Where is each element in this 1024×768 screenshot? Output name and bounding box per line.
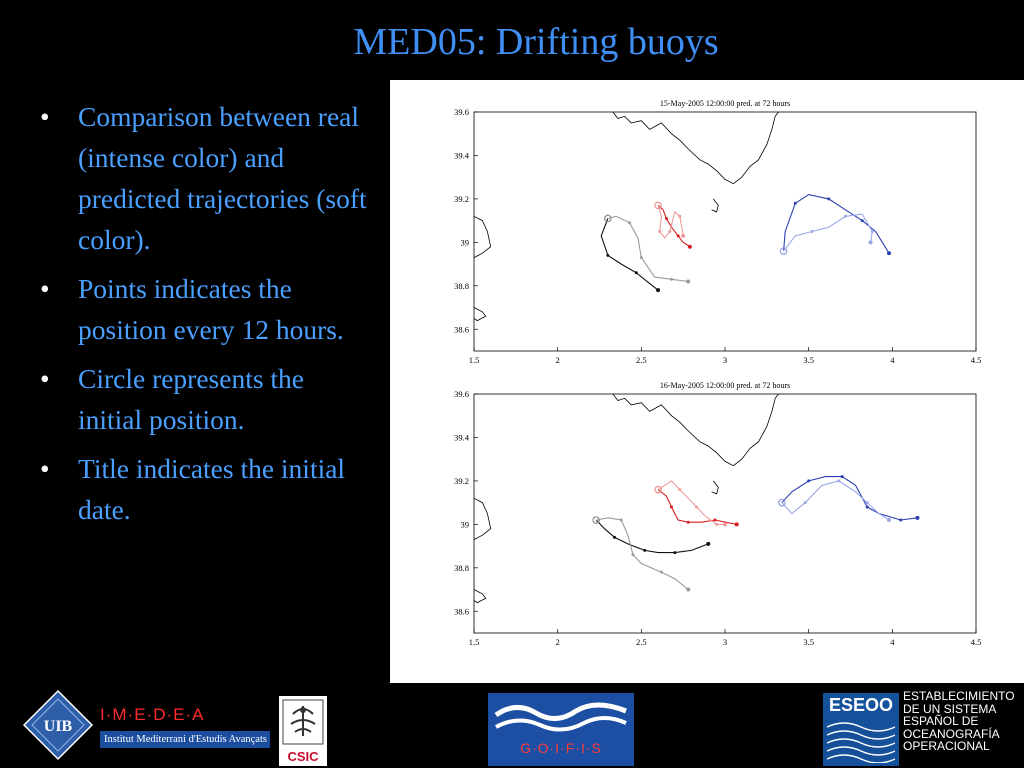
x-tick-label: 4.5 bbox=[970, 637, 982, 647]
eseoo-line: ESPAÑOL DE bbox=[903, 714, 979, 728]
x-tick-label: 1.5 bbox=[468, 637, 480, 647]
trajectory-point bbox=[668, 230, 671, 233]
csic-text: CSIC bbox=[287, 749, 319, 764]
x-tick-label: 4.5 bbox=[970, 355, 982, 365]
trajectory-point bbox=[643, 549, 646, 552]
trajectory-point bbox=[613, 536, 616, 539]
trajectory-point bbox=[827, 197, 830, 200]
trajectory-point bbox=[665, 217, 668, 220]
plot-title: 15-May-2005 12:00:00 pred. at 72 hours bbox=[659, 99, 791, 108]
bullet-item bbox=[40, 96, 375, 260]
eseoo-wave-icon bbox=[827, 719, 895, 763]
bullet-text: Comparison between real (intense color) and predicted trajectories (soft color). bbox=[78, 101, 367, 255]
y-tick-label: 39.2 bbox=[454, 193, 469, 204]
trajectory-point bbox=[899, 519, 902, 522]
trajectory-point bbox=[673, 551, 676, 554]
trajectory-point bbox=[678, 215, 681, 218]
trajectory-point bbox=[735, 522, 739, 526]
eseoo-line: OCEANOGRAFÍA bbox=[903, 726, 1000, 741]
trajectory-point bbox=[794, 202, 797, 205]
trajectory-point bbox=[686, 588, 690, 592]
imedea-subtitle: Institut Mediterrani d'Estudis Avançats bbox=[100, 731, 270, 748]
trajectory-point bbox=[706, 542, 710, 546]
trajectory-point bbox=[807, 479, 810, 482]
trajectory-point bbox=[866, 501, 869, 504]
goifis-logo bbox=[488, 693, 634, 766]
chart-panel bbox=[390, 80, 1024, 683]
x-tick-label: 2.5 bbox=[636, 637, 647, 647]
trajectory-point bbox=[658, 230, 661, 233]
csic-emblem-icon bbox=[279, 696, 327, 748]
trajectory-point bbox=[681, 234, 685, 238]
trajectory-point bbox=[678, 488, 681, 491]
imedea-letters: I·M·E·D·E·A bbox=[100, 705, 205, 724]
eseoo-line: DE UN SISTEMA bbox=[903, 701, 997, 716]
y-tick-label: 39.4 bbox=[454, 150, 469, 161]
uib-logo-icon bbox=[22, 689, 94, 761]
bullet-dot: • bbox=[40, 101, 50, 132]
bullet-dot: • bbox=[40, 453, 50, 484]
trajectory-point bbox=[660, 571, 663, 574]
trajectory-point bbox=[688, 245, 692, 249]
trajectory-point bbox=[841, 475, 844, 478]
trajectory-point bbox=[869, 240, 873, 244]
plot-frame bbox=[474, 112, 976, 351]
trajectory-point bbox=[670, 505, 673, 508]
x-tick-label: 3 bbox=[722, 355, 728, 365]
trajectory-point bbox=[915, 516, 919, 520]
bullet-list bbox=[40, 96, 375, 538]
y-tick-label: 39.6 bbox=[454, 107, 469, 117]
bullet-text: Title indicates the initial date. bbox=[78, 453, 346, 525]
trajectory-point bbox=[677, 234, 680, 237]
trajectory-point bbox=[640, 256, 643, 259]
trajectory-point bbox=[804, 501, 807, 504]
bullet-item bbox=[40, 358, 375, 440]
y-tick-label: 39 bbox=[460, 519, 469, 530]
bullet-item bbox=[40, 448, 375, 530]
slide-title: MED05: Drifting buoys bbox=[353, 21, 719, 63]
trajectory-point bbox=[606, 254, 609, 257]
eseoo-name: ESEOO bbox=[828, 695, 894, 715]
eseoo-badge bbox=[823, 693, 899, 766]
y-tick-label: 39.4 bbox=[454, 432, 469, 443]
trajectory-point bbox=[861, 219, 864, 222]
trajectory-point bbox=[670, 278, 673, 281]
bullet-dot: • bbox=[40, 363, 50, 394]
csic-logo bbox=[279, 696, 327, 766]
y-tick-label: 39.6 bbox=[454, 389, 469, 399]
trajectory-point bbox=[887, 251, 891, 255]
trajectory-point bbox=[715, 523, 718, 526]
trajectory-point bbox=[887, 518, 891, 522]
goifis-wave-icon bbox=[488, 693, 634, 743]
plot-frame bbox=[474, 394, 976, 633]
trajectory-point bbox=[635, 271, 638, 274]
buoy-trajectory-charts bbox=[390, 80, 1024, 683]
trajectory-point bbox=[686, 279, 690, 283]
goifis-text: G·O·I·F·I·S bbox=[520, 740, 602, 756]
y-tick-label: 38.8 bbox=[454, 280, 469, 291]
y-tick-label: 38.6 bbox=[454, 324, 469, 335]
trajectory-point bbox=[695, 505, 698, 508]
trajectory-point bbox=[844, 215, 847, 218]
trajectory-point bbox=[687, 521, 690, 524]
uib-logo-text: UIB bbox=[43, 718, 73, 735]
plot-title: 16-May-2005 12:00:00 pred. at 72 hours bbox=[659, 381, 791, 390]
trajectory-point bbox=[631, 553, 634, 556]
eseoo-line: OPERACIONAL bbox=[903, 739, 990, 753]
x-tick-label: 4 bbox=[890, 637, 895, 647]
trajectory-point bbox=[628, 221, 631, 224]
y-tick-label: 38.6 bbox=[454, 606, 469, 617]
trajectory-point bbox=[723, 522, 727, 526]
trajectory-point bbox=[837, 479, 840, 482]
bullet-dot: • bbox=[40, 273, 50, 304]
y-tick-label: 39 bbox=[460, 237, 469, 248]
trajectory-point bbox=[713, 519, 716, 522]
eseoo-subtitle bbox=[903, 690, 1015, 753]
x-tick-label: 2 bbox=[555, 355, 560, 365]
y-tick-label: 39.2 bbox=[454, 475, 469, 486]
x-tick-label: 2 bbox=[555, 637, 560, 647]
bullet-text: Circle represents the initial position. bbox=[78, 363, 305, 435]
eseoo-logo bbox=[823, 690, 1013, 768]
bullet-item bbox=[40, 268, 375, 350]
trajectory-point bbox=[656, 288, 660, 292]
y-tick-label: 38.8 bbox=[454, 562, 469, 573]
trajectory-point bbox=[620, 519, 623, 522]
x-tick-label: 3.5 bbox=[803, 637, 814, 647]
x-tick-label: 3.5 bbox=[803, 355, 814, 365]
x-tick-label: 2.5 bbox=[636, 355, 647, 365]
trajectory-point bbox=[866, 505, 869, 508]
x-tick-label: 4 bbox=[890, 355, 895, 365]
imedea-logo bbox=[100, 705, 270, 748]
x-tick-label: 3 bbox=[722, 637, 728, 647]
eseoo-line: ESTABLECIMIENTO bbox=[903, 689, 1015, 703]
x-tick-label: 1.5 bbox=[468, 355, 480, 365]
bullet-text: Points indicates the position every 12 hours. bbox=[78, 273, 344, 345]
trajectory-point bbox=[871, 230, 874, 233]
trajectory-point bbox=[811, 230, 814, 233]
